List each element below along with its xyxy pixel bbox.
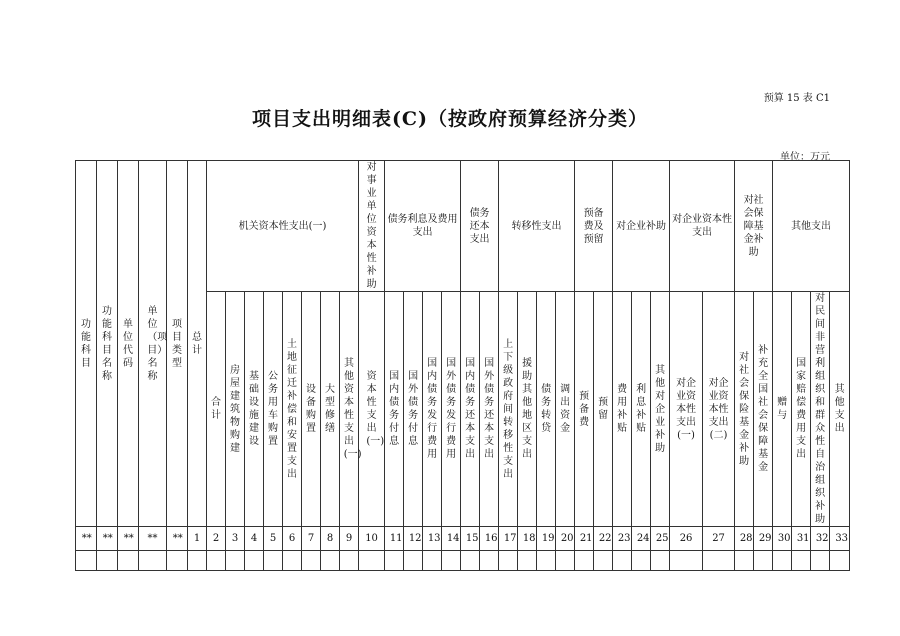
- sub-c6: 土地征迁补偿和安置支出: [283, 292, 302, 527]
- group-public-institution-capital-subsidy: 对事业单位资本性补助: [359, 161, 385, 292]
- sub-c23: 费用补贴: [613, 292, 632, 527]
- group-other: 其他支出: [773, 161, 850, 292]
- code-cell: 20: [556, 527, 575, 551]
- blank-cell: [76, 551, 97, 571]
- sub-c18: 援助其他地区支出: [518, 292, 537, 527]
- blank-cell: [188, 551, 207, 571]
- table-row: [76, 551, 850, 571]
- blank-cell: [167, 551, 188, 571]
- group-enterprise-subsidy: 对企业补助: [613, 161, 670, 292]
- sub-c16: 国外债务还本支出: [480, 292, 499, 527]
- code-cell: 27: [703, 527, 735, 551]
- blank-cell: [773, 551, 792, 571]
- expenditure-table: [75, 160, 850, 571]
- sub-c8: 大型修缮: [321, 292, 340, 527]
- sub-c26: 对企业资本性支出(一): [670, 292, 703, 527]
- header-subject-name: 功能科目名称: [97, 161, 118, 527]
- blank-cell: [321, 551, 340, 571]
- blank-cell: [207, 551, 226, 571]
- sub-c10: 资本性支出(一): [359, 292, 385, 527]
- sub-c28: 对社会保险基金补助: [735, 292, 754, 527]
- code-cell: 15: [461, 527, 480, 551]
- code-cell: 12: [404, 527, 423, 551]
- unit-label: 单位：万元: [780, 152, 830, 163]
- code-cell: 7: [302, 527, 321, 551]
- blank-cell: [480, 551, 499, 571]
- header-unit-code: 单位代码: [118, 161, 139, 527]
- code-cell: 17: [499, 527, 518, 551]
- sub-c7: 设备购置: [302, 292, 321, 527]
- code-cell: 33: [830, 527, 850, 551]
- code-cell: 6: [283, 527, 302, 551]
- sub-c30: 赠与: [773, 292, 792, 527]
- blank-cell: [461, 551, 480, 571]
- blank-cell: [139, 551, 167, 571]
- code-cell: **: [76, 527, 97, 551]
- blank-cell: [575, 551, 594, 571]
- sub-c19: 债务转贷: [537, 292, 556, 527]
- blank-cell: [830, 551, 850, 571]
- sub-c12: 国外债务付息: [404, 292, 423, 527]
- sub-c14: 国外债务发行费用: [442, 292, 461, 527]
- header-total: 总计: [188, 161, 207, 527]
- sub-c29: 补充全国社会保障基金: [754, 292, 773, 527]
- blank-cell: [499, 551, 518, 571]
- blank-cell: [792, 551, 811, 571]
- blank-cell: [537, 551, 556, 571]
- sub-c4: 基础设施建设: [245, 292, 264, 527]
- group-debt-principal: 债务还本支出: [461, 161, 499, 292]
- code-cell: 1: [188, 527, 207, 551]
- sub-c25: 其他对企业补助: [651, 292, 670, 527]
- sub-c32: 对民间非营利组织和群众性自治组织补助: [811, 292, 830, 527]
- code-cell: 31: [792, 527, 811, 551]
- blank-cell: [118, 551, 139, 571]
- code-cell: **: [118, 527, 139, 551]
- blank-cell: [359, 551, 385, 571]
- sub-c20: 调出资金: [556, 292, 575, 527]
- code-cell: 3: [226, 527, 245, 551]
- code-cell: 18: [518, 527, 537, 551]
- code-cell: 28: [735, 527, 754, 551]
- blank-cell: [423, 551, 442, 571]
- code-cell: 25: [651, 527, 670, 551]
- sub-c33: 其他支出: [830, 292, 850, 527]
- code-cell: **: [97, 527, 118, 551]
- group-enterprise-capital: 对企业资本性支出: [670, 161, 735, 292]
- code-cell: 26: [670, 527, 703, 551]
- sub-c2: 合计: [207, 292, 226, 527]
- blank-cell: [283, 551, 302, 571]
- sub-c15: 国内债务还本支出: [461, 292, 480, 527]
- blank-cell: [735, 551, 754, 571]
- blank-cell: [518, 551, 537, 571]
- code-cell: 2: [207, 527, 226, 551]
- sub-c3: 房屋建筑物购建: [226, 292, 245, 527]
- code-cell: 29: [754, 527, 773, 551]
- code-cell: 11: [385, 527, 404, 551]
- group-social-security: 对社会保障基金补助: [735, 161, 773, 292]
- group-debt-interest: 债务利息及费用支出: [385, 161, 461, 292]
- group-capital-expenditure-1: 机关资本性支出(一): [207, 161, 359, 292]
- header-subject: 功能科目: [76, 161, 97, 527]
- code-cell: 30: [773, 527, 792, 551]
- code-cell: 21: [575, 527, 594, 551]
- sub-c31: 国家赔偿费用支出: [792, 292, 811, 527]
- sub-c11: 国内债务付息: [385, 292, 404, 527]
- blank-cell: [613, 551, 632, 571]
- document-code: 预算 15 表 C1: [763, 93, 830, 104]
- blank-cell: [442, 551, 461, 571]
- code-cell: 16: [480, 527, 499, 551]
- blank-cell: [811, 551, 830, 571]
- blank-cell: [754, 551, 773, 571]
- blank-cell: [651, 551, 670, 571]
- blank-cell: [632, 551, 651, 571]
- code-cell: 13: [423, 527, 442, 551]
- blank-cell: [670, 551, 703, 571]
- code-cell: 22: [594, 527, 613, 551]
- code-cell: 23: [613, 527, 632, 551]
- code-cell: 8: [321, 527, 340, 551]
- group-transfer: 转移性支出: [499, 161, 575, 292]
- document-title: 项目支出明细表(C)（按政府预算经济分类）: [251, 108, 649, 130]
- blank-cell: [594, 551, 613, 571]
- code-row: [76, 527, 850, 551]
- code-cell: 19: [537, 527, 556, 551]
- blank-cell: [385, 551, 404, 571]
- blank-cell: [97, 551, 118, 571]
- sub-c22: 预留: [594, 292, 613, 527]
- blank-cell: [404, 551, 423, 571]
- blank-cell: [703, 551, 735, 571]
- code-cell: 24: [632, 527, 651, 551]
- code-cell: 14: [442, 527, 461, 551]
- header-unit-name: 单位（项目）名称: [139, 161, 167, 527]
- sub-c9: 其他资本性支出(一): [340, 292, 359, 527]
- sub-c24: 利息补贴: [632, 292, 651, 527]
- sub-c21: 预备费: [575, 292, 594, 527]
- code-cell: 32: [811, 527, 830, 551]
- sub-c13: 国内债务发行费用: [423, 292, 442, 527]
- sub-c5: 公务用车购置: [264, 292, 283, 527]
- blank-cell: [340, 551, 359, 571]
- code-cell: 9: [340, 527, 359, 551]
- code-cell: 10: [359, 527, 385, 551]
- header-project-type: 项目类型: [167, 161, 188, 527]
- blank-cell: [264, 551, 283, 571]
- sub-c27: 对企业资本性支出(二): [703, 292, 735, 527]
- code-cell: **: [139, 527, 167, 551]
- blank-cell: [556, 551, 575, 571]
- code-cell: 5: [264, 527, 283, 551]
- code-cell: **: [167, 527, 188, 551]
- blank-cell: [245, 551, 264, 571]
- group-reserve: 预备费及预留: [575, 161, 613, 292]
- blank-cell: [302, 551, 321, 571]
- code-cell: 4: [245, 527, 264, 551]
- sub-c17: 上下级政府间转移性支出: [499, 292, 518, 527]
- blank-cell: [226, 551, 245, 571]
